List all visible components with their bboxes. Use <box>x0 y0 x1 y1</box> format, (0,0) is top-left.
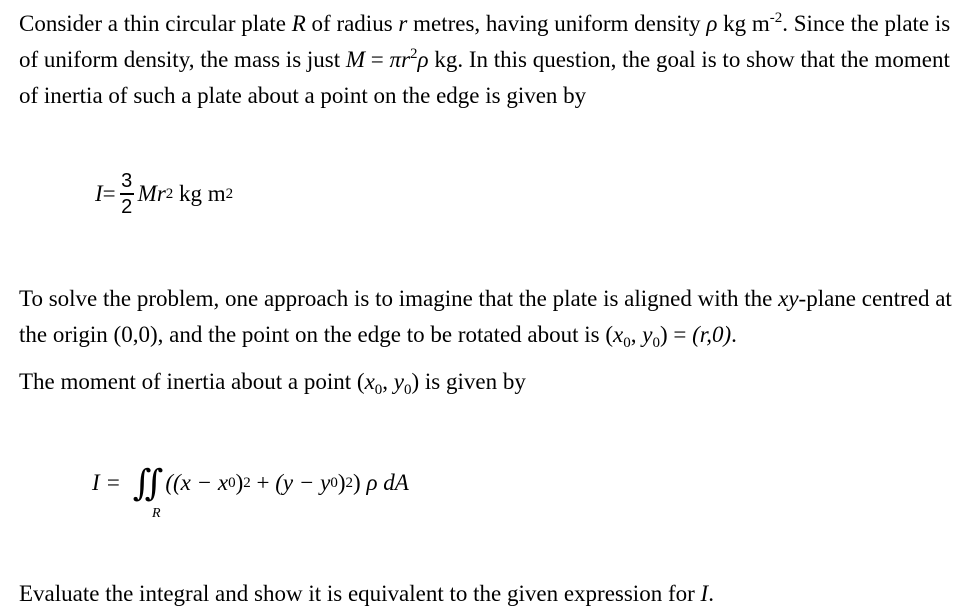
math-var-r: r <box>156 181 166 206</box>
paren: ( <box>356 369 365 394</box>
math-var-rho: ρ <box>706 11 718 36</box>
fraction-numerator: 3 <box>121 170 133 193</box>
comma: , <box>630 322 643 347</box>
math-var-rho: ρ <box>417 47 429 72</box>
text-segment: kg. In this question, the goal is to show that the moment of inertia of such a plate about a point on the edge is given by <box>19 47 950 108</box>
comma: , <box>382 369 394 394</box>
edge-point: (r,0) <box>692 322 732 347</box>
integration-region: R <box>152 506 161 521</box>
term-y: (y − y <box>275 470 331 495</box>
math-var-R: R <box>291 11 306 36</box>
math-var-r: r <box>398 11 408 36</box>
math-var-I: I <box>95 181 103 206</box>
exponent: -2 <box>769 10 783 26</box>
math-var-x: x <box>364 369 375 394</box>
fraction-denominator: 2 <box>121 195 133 218</box>
task-paragraph <box>19 576 714 612</box>
paren: ) <box>659 322 668 347</box>
fraction <box>120 170 134 218</box>
fraction-bar <box>120 193 134 195</box>
units: kg m <box>173 181 226 206</box>
subscript: 0 <box>404 382 412 398</box>
double-integral-sign: ∬ <box>132 463 158 503</box>
origin-point: (0,0) <box>113 322 158 347</box>
paren: ( <box>605 322 614 347</box>
period: . <box>731 322 737 347</box>
term-x: ((x − x <box>165 470 229 495</box>
math-var-M: M <box>137 181 157 206</box>
subscript: 0 <box>652 335 660 351</box>
math-var-I: I <box>700 581 709 606</box>
text-segment: metres, having uniform density <box>407 11 707 36</box>
moment-about-point-paragraph <box>19 364 526 400</box>
text-segment: To solve the problem, one approach is to imagine that the plate is aligned with the <box>19 286 779 311</box>
integral-row: I = ∬ ((x − x 0 ) 2 + (y − y 0 ) 2 ) ρ dA <box>92 463 409 503</box>
paren: ) <box>353 470 361 495</box>
integral-lhs: I = <box>92 470 127 495</box>
text-segment: Consider a thin circular plate <box>19 11 292 36</box>
text-segment: -plane centred at the origin <box>19 286 952 347</box>
plus-sign: + <box>250 470 276 495</box>
math-xy: xy <box>778 286 799 311</box>
integrand-tail: ρ dA <box>360 470 409 495</box>
text-segment: kg m <box>717 11 770 36</box>
math-var-r: r <box>401 47 411 72</box>
math-var-y: y <box>642 322 653 347</box>
approach-paragraph <box>19 281 954 353</box>
text-segment: , and the point on the edge to be rotated about is <box>157 322 606 347</box>
subscript: 0 <box>374 382 383 398</box>
equals-sign: = <box>365 47 390 72</box>
math-var-y: y <box>393 369 404 394</box>
paren: ) <box>235 470 244 495</box>
integral-equation <box>92 460 409 530</box>
paren: ) <box>411 369 420 394</box>
math-var-M: M <box>345 47 366 72</box>
paren: ) <box>337 470 346 495</box>
equals-sign: = <box>102 181 116 206</box>
exponent: 2 <box>410 46 418 62</box>
text-segment: Evaluate the integral and show it is equivalent to the given expression for <box>19 581 701 606</box>
equals-sign: = <box>667 322 693 347</box>
text-segment: of radius <box>305 11 399 36</box>
intro-paragraph <box>19 6 954 114</box>
moment-of-inertia-equation: I = $\frac{3}{2}$ M r 2 kg m 2 <box>95 170 234 218</box>
math-var-x: x <box>613 322 624 347</box>
text-segment: is given by <box>419 369 526 394</box>
period: . <box>708 581 714 606</box>
text-segment: . Since the plate is of uniform density, the mass is just <box>19 11 951 72</box>
subscript: 0 <box>623 335 631 351</box>
text-segment: The moment of inertia about a point <box>19 369 357 394</box>
math-pi: π <box>389 47 402 72</box>
